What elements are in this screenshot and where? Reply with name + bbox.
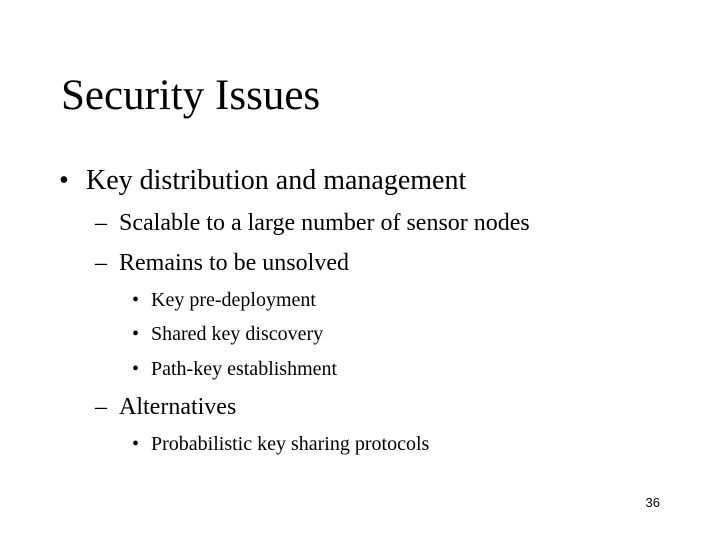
page-number: 36 (645, 495, 660, 510)
bullet-shared-key-discovery (132, 320, 323, 348)
bullet-scalable (95, 207, 530, 239)
bullet-key-distribution (59, 163, 466, 199)
bullet-text: Probabilistic key sharing protocols (151, 433, 430, 455)
bullet-marker: • (132, 433, 140, 455)
bullet-probabilistic-key-sharing (132, 430, 429, 458)
bullet-remains-unsolved (95, 247, 349, 279)
bullet-text: Remains to be unsolved (119, 250, 349, 276)
dash-marker: – (95, 250, 107, 276)
bullet-alternatives (95, 391, 236, 423)
bullet-text: Shared key discovery (151, 323, 324, 345)
bullet-marker: • (132, 289, 140, 311)
bullet-text: Path-key establishment (151, 358, 338, 380)
bullet-marker: • (59, 165, 69, 196)
bullet-text: Key pre-deployment (151, 289, 316, 311)
bullet-marker: • (132, 323, 140, 345)
slide-title: Security Issues (61, 72, 321, 119)
bullet-key-predeployment (132, 286, 316, 314)
bullet-path-key-establishment (132, 355, 337, 383)
dash-marker: – (95, 210, 107, 236)
bullet-text: Key distribution and management (86, 165, 467, 196)
dash-marker: – (95, 394, 107, 420)
bullet-marker: • (132, 358, 140, 380)
bullet-text: Alternatives (119, 394, 237, 420)
bullet-text: Scalable to a large number of sensor nodes (119, 210, 530, 236)
